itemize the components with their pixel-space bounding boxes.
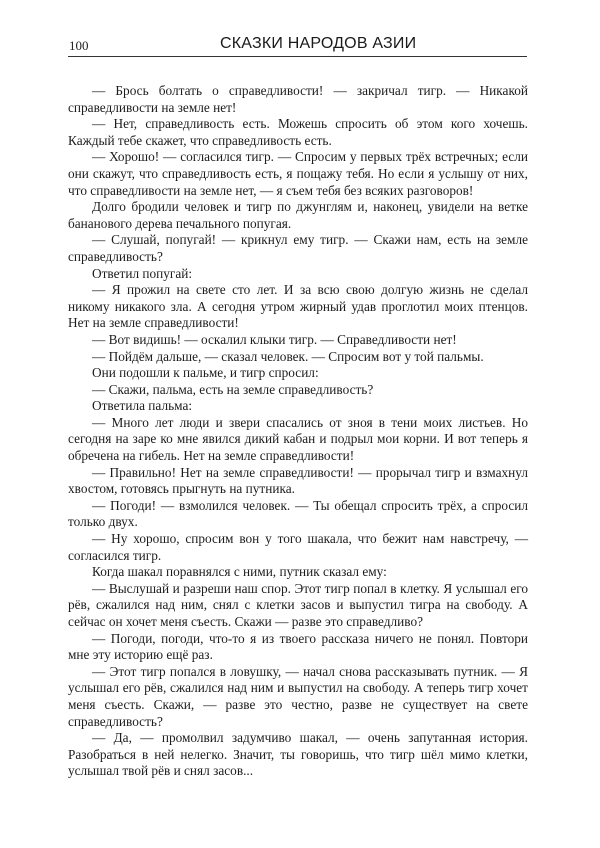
- paragraph: — Выслушай и разреши наш спор. Этот тигр попал в клетку. Я услышал его рёв, сжалился над ним, снял с клетки засов и выпустил тигра на свободу. А сейчас он хочет меня съесть. Скажи — разве это справедливо?: [68, 580, 528, 629]
- paragraph: Долго бродили человек и тигр по джунглям и, наконец, увидели на ветке бананового дерева печального попугая.: [68, 199, 528, 231]
- paragraph: Ответила пальма:: [92, 398, 193, 414]
- paragraph: — Погоди, погоди, что-то я из твоего рассказа ничего не понял. Повтори мне эту историю ещё раз.: [68, 630, 528, 663]
- paragraph: — Слушай, попугай! — крикнул ему тигр. — Скажи нам, есть на земле справедливость?: [68, 232, 528, 264]
- paragraph: — Хорошо! — согласился тигр. — Спросим у первых трёх встречных; если они скажут, что справедливость есть, я пощажу тебя. Но если я услышу от них, что справедливости на земле нет, — я съем тебя без всяких разговоров!: [68, 149, 528, 198]
- paragraph: — Этот тигр попался в ловушку, — начал снова рассказывать путник. — Я услышал его рёв, сжалился над ним и выпустил на свободу. А теперь тигр хочет меня съесть. Скажи, — разве это честно, разве не существует на свете справедливость?: [68, 663, 528, 729]
- paragraph: — Я прожил на свете сто лет. И за всю свою долгую жизнь не сделал никому никакого зла. А сегодня утром жирный удав проглотил моих птенцов. Нет на земле справедливости!: [68, 282, 528, 331]
- paragraph: — Да, — промолвил задумчиво шакал, — очень запутанная история. Разобраться в ней нелегко. Значит, ты говоришь, что тигр шёл мимо клетки, услышал твой рёв и снял засов...: [68, 730, 528, 779]
- paragraph: Ответил попугай:: [92, 265, 193, 281]
- paragraph: Когда шакал поравнялся с ними, путник сказал ему:: [92, 564, 387, 580]
- paragraph: — Вот видишь! — оскалил клыки тигр. — Справедливости нет!: [92, 331, 457, 347]
- paragraph: Они подошли к пальме, и тигр спросил:: [92, 365, 319, 381]
- body-text: [68, 83, 528, 780]
- page-number: 100: [69, 38, 89, 53]
- paragraph: — Правильно! Нет на земле справедливости! — прорычал тигр и взмахнул хвостом, готовясь прыгнуть на путника.: [68, 464, 528, 497]
- paragraph: — Погоди! — взмолился человек. — Ты обещал спросить трёх, а спросил только двух.: [68, 497, 528, 530]
- header-rule: [68, 56, 527, 57]
- paragraph: — Нет, справедливость есть. Можешь спросить об этом кого хочешь. Каждый тебе скажет, что справедливость есть.: [68, 116, 528, 148]
- paragraph: — Брось болтать о справедливости! — закричал тигр. — Никакой справедливости на земле нет!: [68, 83, 528, 115]
- paragraph: — Ну хорошо, спросим вон у того шакала, что бежит нам навстречу, — согласился тигр.: [68, 531, 528, 563]
- paragraph: — Скажи, пальма, есть на земле справедливость?: [92, 381, 374, 397]
- running-head-title: СКАЗКИ НАРОДОВ АЗИИ: [220, 35, 417, 52]
- paragraph: — Много лет люди и звери спасались от зноя в тени моих листьев. Но сегодня на заре ко мне явился дикий кабан и подрыл мои корни. И вот теперь я обречена на гибель. Нет на земле справедливости!: [68, 414, 528, 464]
- paragraph: — Пойдём дальше, — сказал человек. — Спросим вот у той пальмы.: [92, 348, 484, 364]
